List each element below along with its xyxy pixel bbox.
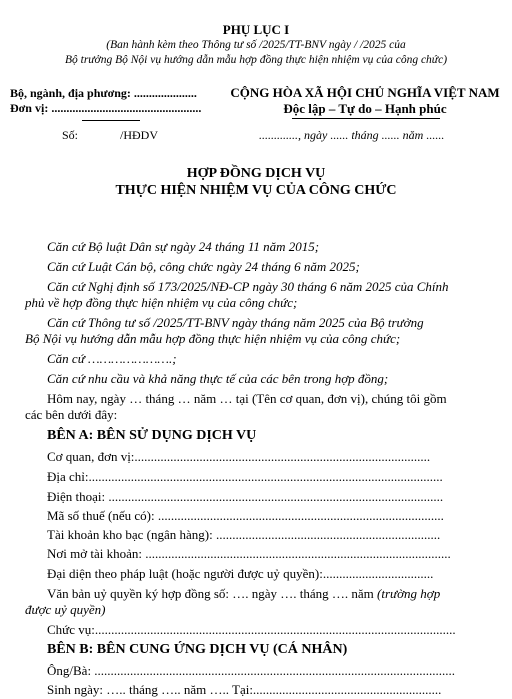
- basis-other: Căn cứ ………………….;: [47, 351, 177, 366]
- party-b-name: Ông/Bà: ...............................................................................................................: [47, 663, 456, 678]
- ministry-label: Bộ, ngành, địa phương: .....................: [10, 86, 197, 100]
- today-line-1: Hôm nay, ngày … tháng … năm … tại (Tên cơ quan, đơn vị), chúng tôi gồm: [47, 391, 447, 406]
- authorization-text: Văn bản uỷ quyền ký hợp đồng số: …. ngày …. tháng …. năm: [47, 586, 374, 601]
- party-a-bank-place: Nơi mở tài khoản: ..............................................................................................: [47, 546, 451, 561]
- doc-number-label: Số:: [62, 128, 79, 142]
- party-a-heading: BÊN A: BÊN SỬ DỤNG DỊCH VỤ: [47, 428, 257, 443]
- party-a-phone: Điện thoại: .......................................................................................................: [47, 489, 444, 504]
- date-line: ............., ngày ...... tháng ...... năm ......: [259, 128, 445, 142]
- party-a-position: Chức vụ:...............................................................................................................: [47, 622, 456, 637]
- unit-label: Đơn vị: ..................................................: [10, 101, 202, 115]
- basis-decree-line-1: Căn cứ Nghị định số 173/2025/NĐ-CP ngày 30 tháng 6 năm 2025 của Chính: [47, 279, 449, 294]
- party-a-address: Địa chỉ:.............................................................................................................: [47, 469, 443, 484]
- basis-circular-line-2: Bộ Nội vụ hướng dẫn mẫu hợp đồng thực hiện nhiệm vụ của công chức;: [25, 331, 401, 346]
- party-a-representative: Đại diện theo pháp luật (hoặc người được uỷ quyền):..................................: [47, 566, 434, 581]
- basis-decree-line-2: phủ về hợp đồng thực hiện nhiệm vụ của công chức;: [25, 295, 298, 310]
- party-a-authorization-note-2: được uỷ quyền): [25, 602, 106, 617]
- basis-needs: Căn cứ nhu cầu và khả năng thực tế của các bên trong hợp đồng;: [47, 371, 389, 386]
- doc-number-suffix: /HĐDV: [120, 128, 158, 142]
- party-a-bank-account: Tài khoản kho bạc (ngân hàng): .....................................................................: [47, 527, 441, 542]
- party-a-agency: Cơ quan, đơn vị:...........................................................................................: [47, 449, 431, 464]
- party-b-heading: BÊN B: BÊN CUNG ỨNG DỊCH VỤ (CÁ NHÂN): [47, 642, 348, 657]
- today-line-2: các bên dưới đây:: [25, 407, 118, 422]
- authorization-note: (trường hợp: [377, 586, 441, 601]
- party-b-birth: Sinh ngày: ….. tháng ….. năm ….. Tại:..........................................................: [47, 682, 442, 697]
- basis-circular-line-1: Căn cứ Thông tư số /2025/TT-BNV ngày tháng năm 2025 của Bộ trưởng: [47, 315, 424, 330]
- party-a-authorization: [47, 586, 440, 602]
- basis-civil-servant-law: Căn cứ Luật Cán bộ, công chức ngày 24 tháng 6 năm 2025;: [47, 259, 360, 274]
- contract-subtitle: THỰC HIỆN NHIỆM VỤ CỦA CÔNG CHỨC: [115, 183, 397, 198]
- appendix-line-1: (Ban hành kèm theo Thông tư số /2025/TT-BNV ngày / /2025 của: [106, 39, 406, 51]
- appendix-title: PHỤ LỤC I: [222, 22, 290, 37]
- left-header-rule: [82, 120, 140, 121]
- motto: Độc lập – Tự do – Hạnh phúc: [283, 101, 447, 116]
- appendix-line-2: Bộ trưởng Bộ Nội vụ hướng dẫn mẫu hợp đồng thực hiện nhiệm vụ của công chức): [64, 54, 448, 66]
- basis-civil-code: Căn cứ Bộ luật Dân sự ngày 24 tháng 11 năm 2015;: [47, 239, 320, 254]
- party-a-tax-code: Mã số thuế (nếu có): ........................................................................................: [47, 508, 444, 523]
- contract-title: HỢP ĐỒNG DỊCH VỤ: [186, 166, 326, 181]
- motto-underline: [292, 118, 440, 119]
- country-name: CỘNG HÒA XÃ HỘI CHỦ NGHĨA VIỆT NAM: [230, 85, 500, 100]
